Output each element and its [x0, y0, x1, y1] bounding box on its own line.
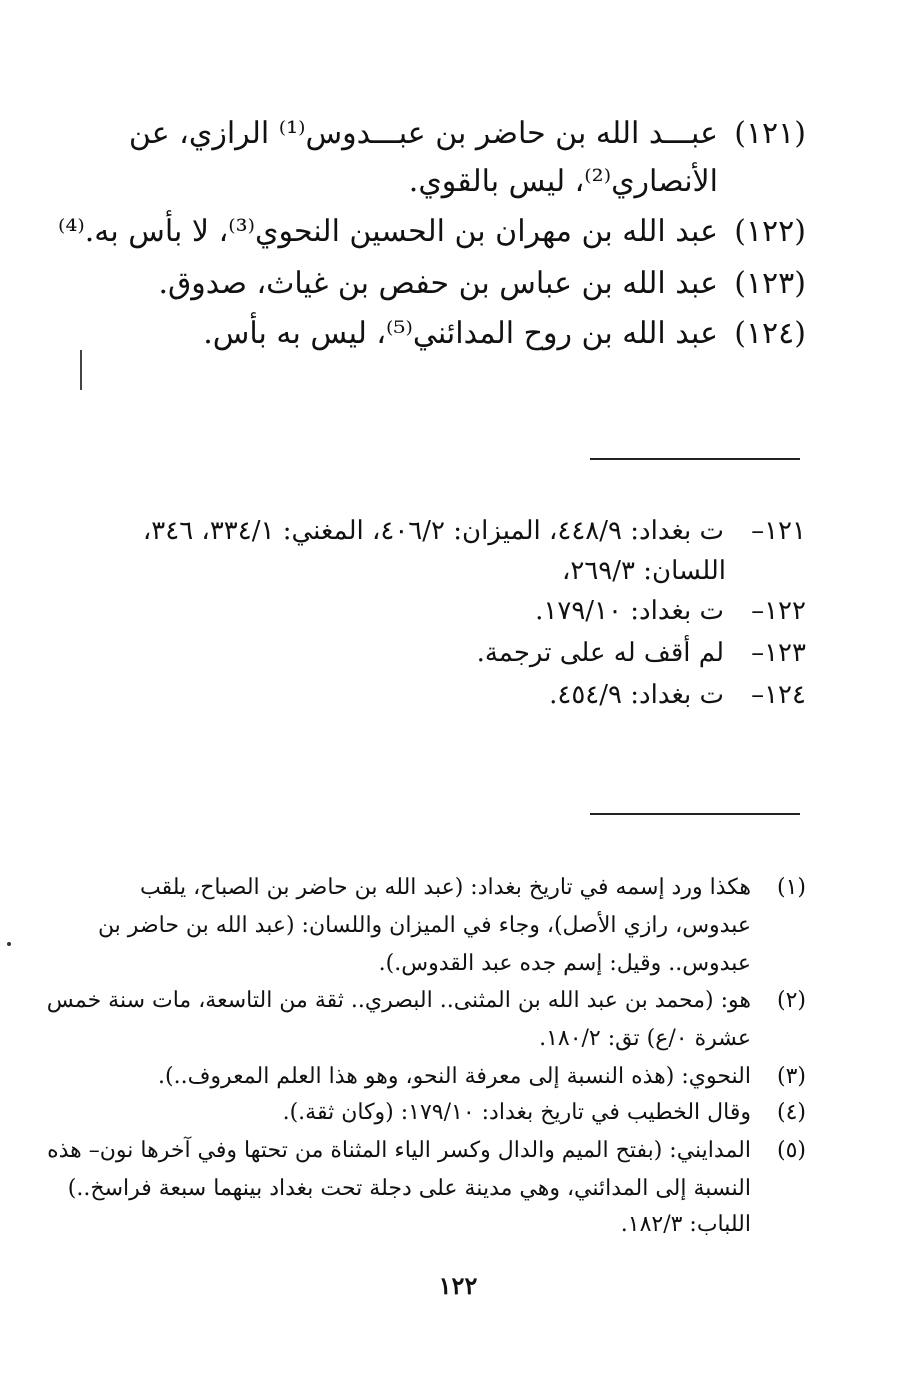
main-entry-text: الأنصاري⁽²⁾، ليس بالقوي. [408, 164, 718, 199]
source-text: ت بغداد: ٤٤٨/٩، الميزان: ٤٠٦/٢، المغني: ٣٣٤/١، ٣٤٦، [142, 516, 724, 546]
note-text: اللباب: ١٨٢/٣. [620, 1212, 751, 1237]
note-number: (٢) [776, 988, 806, 1013]
main-entry-121-line-2 [198, 165, 718, 198]
note-line-5 [106, 1027, 751, 1051]
note-text: النحوي: (هذه النسبة إلى معرفة النحو، وهو هذا العلم المعروف..). [158, 1064, 751, 1089]
main-entry-text: عبد الله بن روح المدائني⁽⁵⁾، ليس به بأس. [203, 316, 718, 351]
main-entry-number: (١٢١) [734, 116, 806, 151]
source-number: ١٢٢– [751, 596, 806, 626]
margin-mark [80, 350, 82, 390]
main-entry-text: عبـــد الله بن حاضر بن عبـــدوس⁽¹⁾ الرازي، عن [128, 116, 718, 151]
main-entry-text: عبد الله بن مهران بن الحسين النحوي⁽³⁾، لا بأس به.⁽⁴⁾ [58, 214, 718, 249]
note-number: (٤) [776, 1100, 806, 1125]
note-text: وقال الخطيب في تاريخ بغداد: ١٧٩/١٠: (وكان ثقة.). [282, 1100, 751, 1125]
note-text: المدايني: (بفتح الميم والدال وكسر الياء المثناة من تحتها وفي آخرها نون– هذه [47, 1138, 751, 1163]
separator-rule-1 [590, 458, 800, 460]
source-line-121-continuation [366, 557, 726, 586]
note-text: النسبة إلى المدائني، وهي مدينة على دجلة تحت بغداد بينهما سبعة فراسخ..) [67, 1176, 751, 1201]
note-line-2 [97, 913, 751, 938]
note-text: عشرة ٠/ع) تق: ١٨٠/٢. [539, 1026, 751, 1051]
main-entry-text: عبد الله بن عباس بن حفص بن غياث، صدوق. [158, 266, 718, 301]
margin-dot [7, 942, 11, 946]
note-text: عبدوس.. وقيل: إسم جده عبد القدوس.). [378, 951, 751, 976]
note-line-3 [106, 952, 751, 976]
note-number: (١) [776, 875, 806, 900]
note-number: (٥) [776, 1138, 806, 1163]
source-text: ت بغداد: ٤٥٤/٩. [549, 680, 724, 710]
main-entry-number: (١٢٢) [734, 214, 806, 249]
page-number: ١٢٢ [438, 1271, 478, 1300]
note-line-10 [106, 1213, 751, 1237]
note-number: (٣) [776, 1064, 806, 1089]
source-number: ١٢١– [751, 516, 806, 546]
note-text: عبدوس، رازي الأصل)، وجاء في الميزان واللسان: (عبد الله بن حاضر بن [97, 913, 751, 938]
main-entry-number: (١٢٤) [734, 316, 806, 351]
source-text: لم أقف له على ترجمة. [476, 638, 724, 668]
source-text: اللسان: ٢٦٩/٣، [561, 556, 726, 586]
source-number: ١٢٣– [751, 638, 806, 668]
separator-rule-2 [590, 813, 800, 815]
note-line-9 [67, 1176, 751, 1201]
source-text: ت بغداد: ١٧٩/١٠. [535, 596, 724, 626]
main-entry-number: (١٢٣) [734, 266, 806, 301]
note-text: هكذا ورد إسمه في تاريخ بغداد: (عبد الله بن حاضر بن الصباح، يلقب [140, 875, 751, 900]
note-text: هو: (محمد بن عبد الله بن المثنى.. البصري.. ثقة من التاسعة، مات سنة خمس [46, 988, 751, 1013]
source-number: ١٢٤– [751, 680, 806, 710]
